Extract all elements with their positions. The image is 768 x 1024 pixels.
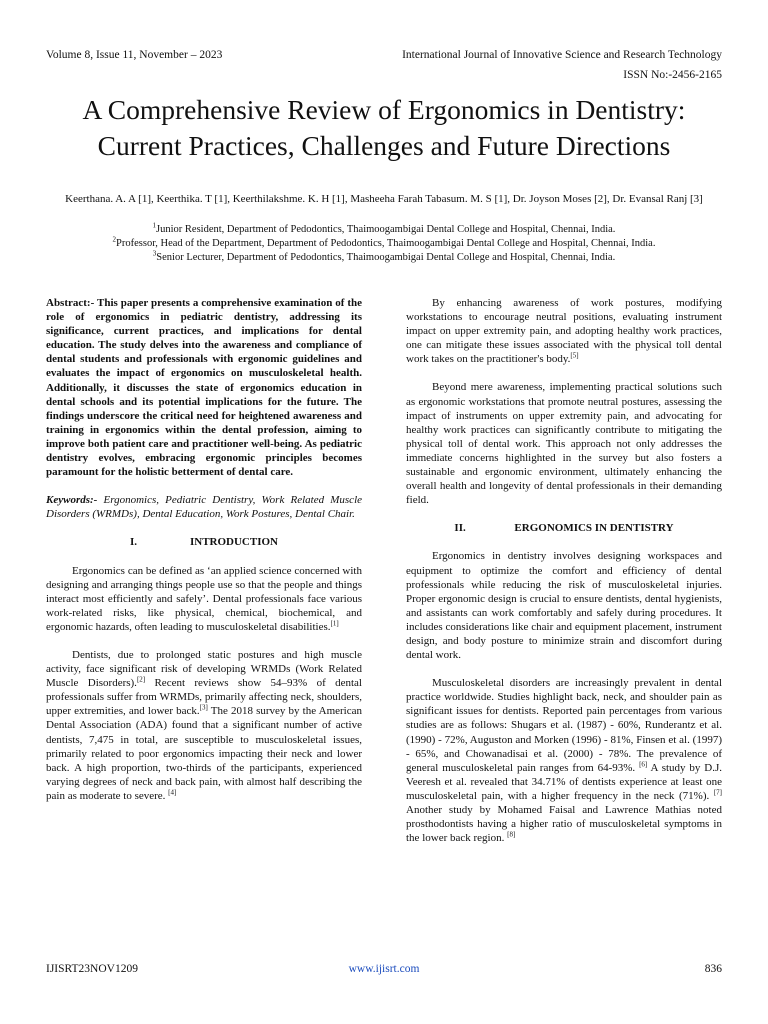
affiliations [46, 223, 722, 265]
intro-paragraph-1: Ergonomics can be defined as ‘an applied science concerned with designing and arranging things people use so that the people and things interact most efficiently and safely’. Dental professionals face various work-related risks, like physical, chemical, biochemical, and ergonomic hazards, often leading to musculoskeletal disabilities.[1] [46, 564, 362, 633]
right-column [406, 296, 722, 859]
right-paragraph-2: Beyond mere awareness, implementing practical solutions such as ergonomic workstations that promote neutral postures, assessing the impact of instruments on upper extremity pain, and advocating for healthy work practices can significantly contribute to mitigating the physical toll of dental work. This approach not only addresses the immediate concerns highlighted in the survey but also fosters a sustainable and ergonomic environment, ultimately enhancing the overall health and longevity of dental professionals in their demanding field. [406, 381, 722, 507]
footer-page-number: 836 [704, 963, 722, 975]
affiliation-2: $^2$Professor, Head of the Department, Department of Pedodontics, Thaimoogambigai Dental College and Hospital, Chennai, India. [112, 235, 656, 249]
keywords-label: Keywords:- [46, 494, 98, 507]
header-issn: ISSN No:-2456-2165 [623, 69, 722, 81]
right-paragraph-1: By enhancing awareness of work postures, modifying workstations to encourage neutral positions, evaluating instrument impact on upper extremity pain, and adopting healthy work practices, one can mitigate these issues associated with the physical toll dental work takes on the practitioner's body.[5] [406, 297, 722, 366]
section-heading-ergonomics: II. ERGONOMICS IN DENTISTRY [454, 522, 674, 535]
citation: [2] [136, 675, 146, 684]
abstract-label: Abstract:- [46, 297, 95, 309]
ergonomics-paragraph-2: Musculoskeletal disorders are increasingly prevalent in dental practice worldwide. Studies highlight back, neck, and shoulder pain as significant issues for dentists. Reported pain percentages from various studies are as follows: Shugars et al. (1987) - 60%, Runderantz et al. (1990) - 72%, Auguston and Morken (1996) - 81%, Finsen et al. (1997) - 65%, and Chowanadisai et al. (2000) - 78%. The prevalence of general musculoskeletal pain ranges from 64-93%. [6] A study by D.J. Veeresh et al. revealed that 34.71% of dentists experience at least one musculoskeletal pain, with a higher frequency in the neck (71%). [7] Another study by Mohamed Faisal and Lawrence Mathias noted prosthodontists having a higher ratio of musculoskeletal symptoms in the lower back region. [8] [406, 677, 723, 845]
citation: [3] [199, 703, 208, 712]
citation: [1] [330, 619, 339, 628]
citation: [7] [713, 788, 722, 797]
footer-website-link[interactable]: www.ijisrt.com [348, 963, 420, 975]
abstract-text: This paper presents a comprehensive examination of the role of ergonomics in pediatric dentistry, addressing its significance, current practices, and implications for dental education. The study delves into the awareness and compliance of dental students and professionals with ergonomic guidelines and evaluates the impact of ergonomics on musculoskeletal health. Additionally, it discusses the state of ergonomics education in dental schools and its potential implications for the future. The findings underscore the critical need for heightened awareness and training in ergonomics within the dental profession, aiming to improve both patient care and practitioner well-being. As pediatric dentistry evolves, embracing ergonomic principles becomes paramount for the holistic betterment of dental care. [46, 297, 362, 479]
keywords-text: Ergonomics, Pediatric Dentistry, Work Related Muscle Disorders (WRMDs), Dental Education, Work Postures, Dental Chair. [46, 494, 363, 521]
intro-paragraph-2: Dentists, due to prolonged static postures and high muscle activity, face significant risk of developing WRMDs (Work Related Muscle Disorders).[2] Recent reviews show 54–93% of dental professionals suffer from WRMDs, primarily affecting neck, shoulders, upper extremities, and lower back.[3] The 2018 survey by the American Dental Association (ADA) found that a significant number of active dentists, 7,475 in total, are susceptible to musculoskeletal issues, primarily related to poor ergonomics impacting their neck and lower back. A high proportion, two-thirds of the participants, experienced varying degrees of neck and back pain, with almost half describing the pain as moderate to severe. [4] [46, 648, 362, 802]
citation: [8] [507, 830, 516, 839]
citation: [6] [639, 760, 648, 769]
author-list: Keerthana. A. A [1], Keerthika. T [1], Keerthilakshme. K. H [1], Masheeha Farah Tabasum. M. S [1], Dr. Joyson Moses [2], Dr. Evansal Ranj [3] [65, 193, 703, 205]
footer-paper-code: IJISRT23NOV1209 [46, 963, 138, 975]
ergonomics-paragraph-1: Ergonomics in dentistry involves designing workspaces and equipment to optimize the comfort and efficiency of dental professionals while reducing the risk of musculoskeletal injuries. Proper ergonomic design is crucial to ensure dentists, dental hygienists, and assistants can work comfortably and safely during procedures. It includes considerations like chair and equipment placement, instrument design, and body posture to minimize strain and discomfort during dental work. [406, 550, 722, 662]
affiliation-1: $^1$Junior Resident, Department of Pedodontics, Thaimoogambigai Dental College and Hospital, Chennai, India. [152, 221, 616, 235]
section-heading-introduction: I. INTRODUCTION [129, 536, 278, 549]
paper-title [30, 92, 738, 164]
header-journal: International Journal of Innovative Science and Research Technology [402, 49, 722, 61]
keywords [46, 493, 362, 521]
title-line-2: Current Practices, Challenges and Future Directions [97, 130, 671, 161]
left-column [46, 296, 362, 817]
citation: [4] [168, 788, 177, 797]
header-volume: Volume 8, Issue 11, November – 2023 [46, 49, 223, 61]
citation: [5] [570, 351, 579, 360]
affiliation-3: $^3$Senior Lecturer, Department of Pedodontics, Thaimoogambigai Dental College and Hospital, Chennai, India. [152, 249, 616, 263]
title-line-1: A Comprehensive Review of Ergonomics in Dentistry: [82, 94, 686, 125]
abstract [46, 296, 362, 479]
